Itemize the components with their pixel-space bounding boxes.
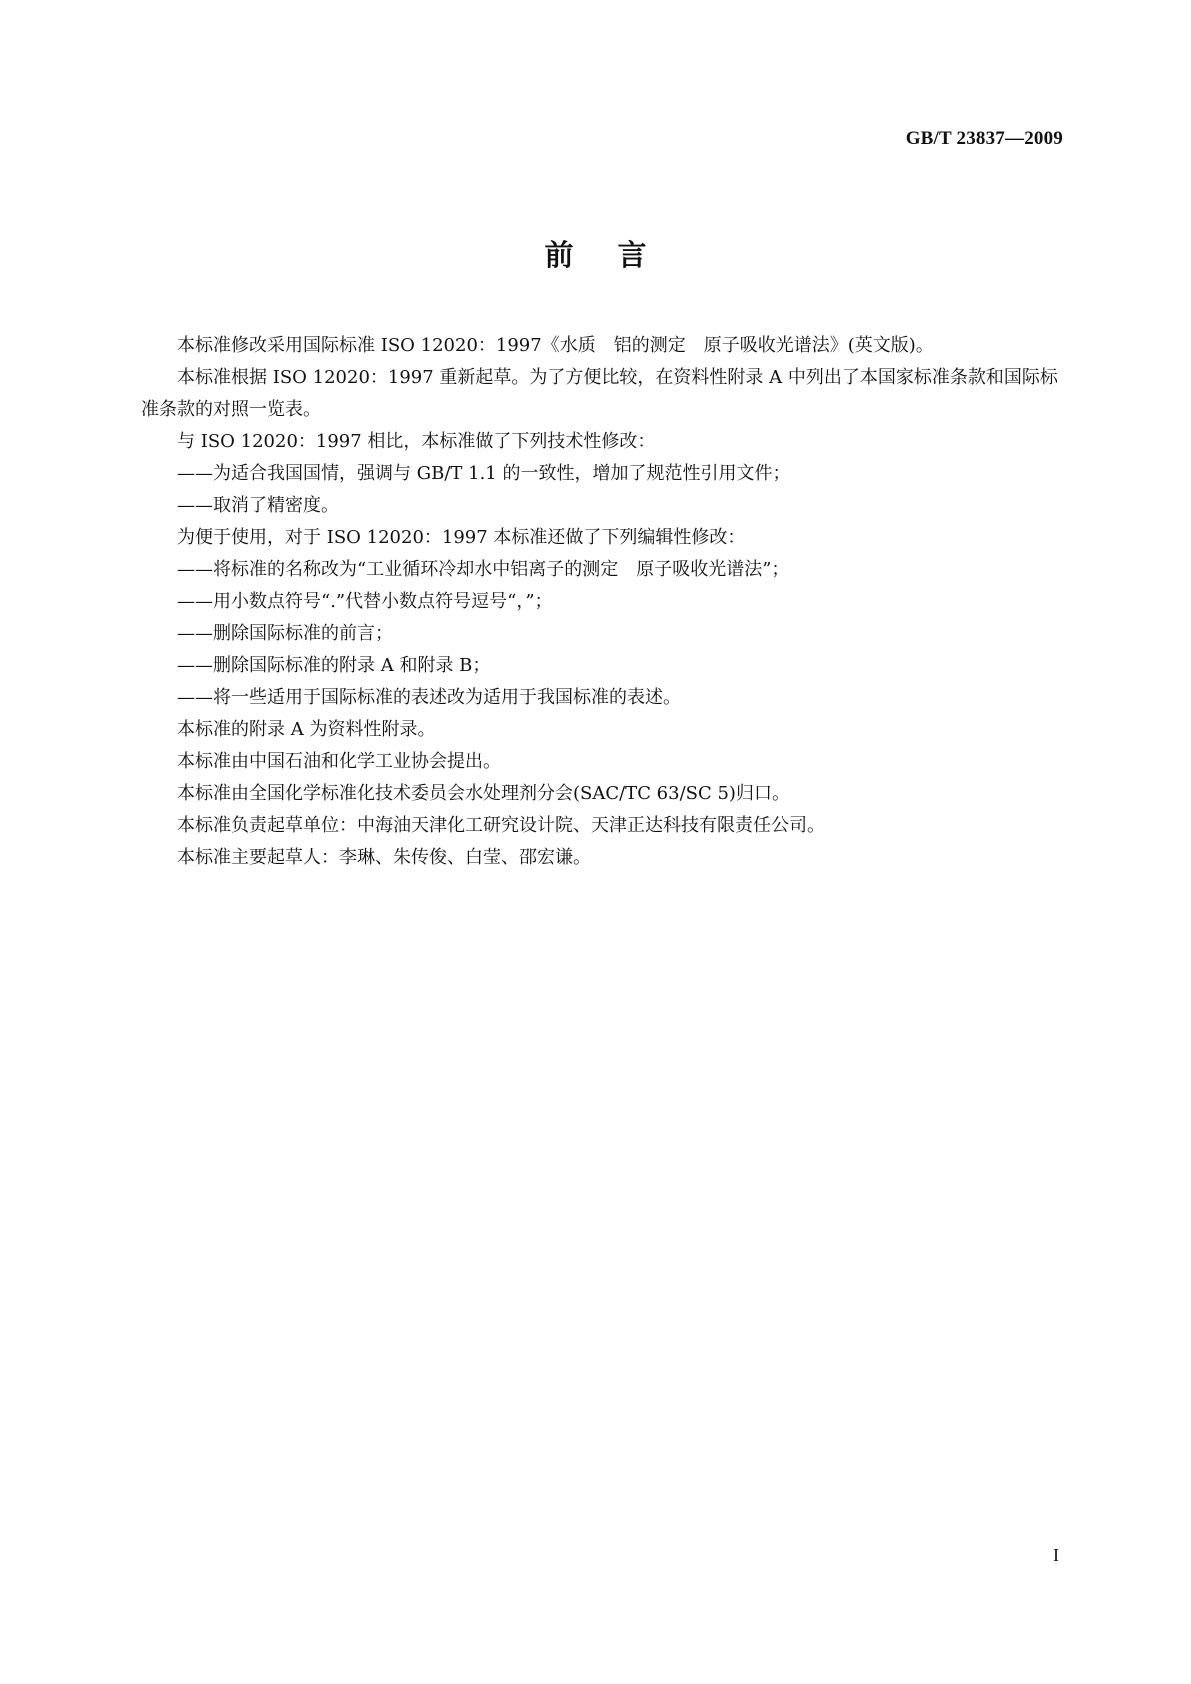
list-item-technical-change-2: ——取消了精密度。 — [177, 495, 339, 516]
paragraph-drafting-organizations: 本标准负责起草单位：中海油天津化工研究设计院、天津正达科技有限责任公司。 — [177, 815, 825, 836]
list-item-editorial-change-2: ——用小数点符号“.”代替小数点符号逗号“，”； — [177, 591, 553, 612]
list-item-editorial-change-1: ——将标准的名称改为“工业循环冷却水中铝离子的测定 原子吸收光谱法”； — [177, 559, 790, 580]
paragraph-technical-committee: 本标准由全国化学标准化技术委员会水处理剂分会(SAC/TC 63/SC 5)归口。 — [177, 783, 790, 804]
page-number: I — [1053, 1545, 1059, 1565]
list-item-editorial-change-3: ——删除国际标准的前言； — [177, 623, 393, 644]
paragraph-proposed-by: 本标准由中国石油和化学工业协会提出。 — [177, 751, 501, 772]
paragraph-drafters: 本标准主要起草人：李琳、朱传俊、白莹、邵宏谦。 — [177, 847, 591, 868]
paragraph-adoption: 本标准修改采用国际标准 ISO 12020：1997《水质 铝的测定 原子吸收光谱法》(英文版)。 — [177, 335, 934, 356]
list-item-technical-change-1: ——为适合我国国情，强调与 GB/T 1.1 的一致性，增加了规范性引用文件； — [177, 463, 791, 484]
standard-number: GB/T 23837—2009 — [905, 128, 1063, 149]
list-item-editorial-change-5: ——将一些适用于国际标准的表述改为适用于我国标准的表述。 — [177, 687, 681, 708]
foreword-content — [141, 330, 1061, 874]
paragraph-redrafting: 本标准根据 ISO 12020：1997 重新起草。为了方便比较，在资料性附录 A 中列出了本国家标准条款和国际标准条款的对照一览表。 — [141, 367, 1058, 420]
paragraph-annex-status: 本标准的附录 A 为资料性附录。 — [177, 719, 436, 740]
paragraph-technical-changes-intro: 与 ISO 12020：1997 相比，本标准做了下列技术性修改： — [177, 431, 656, 452]
page-title: 前言 — [544, 238, 691, 272]
list-item-editorial-change-4: ——删除国际标准的附录 A 和附录 B； — [177, 655, 491, 676]
paragraph-editorial-changes-intro: 为便于使用，对于 ISO 12020：1997 本标准还做了下列编辑性修改： — [177, 527, 746, 548]
